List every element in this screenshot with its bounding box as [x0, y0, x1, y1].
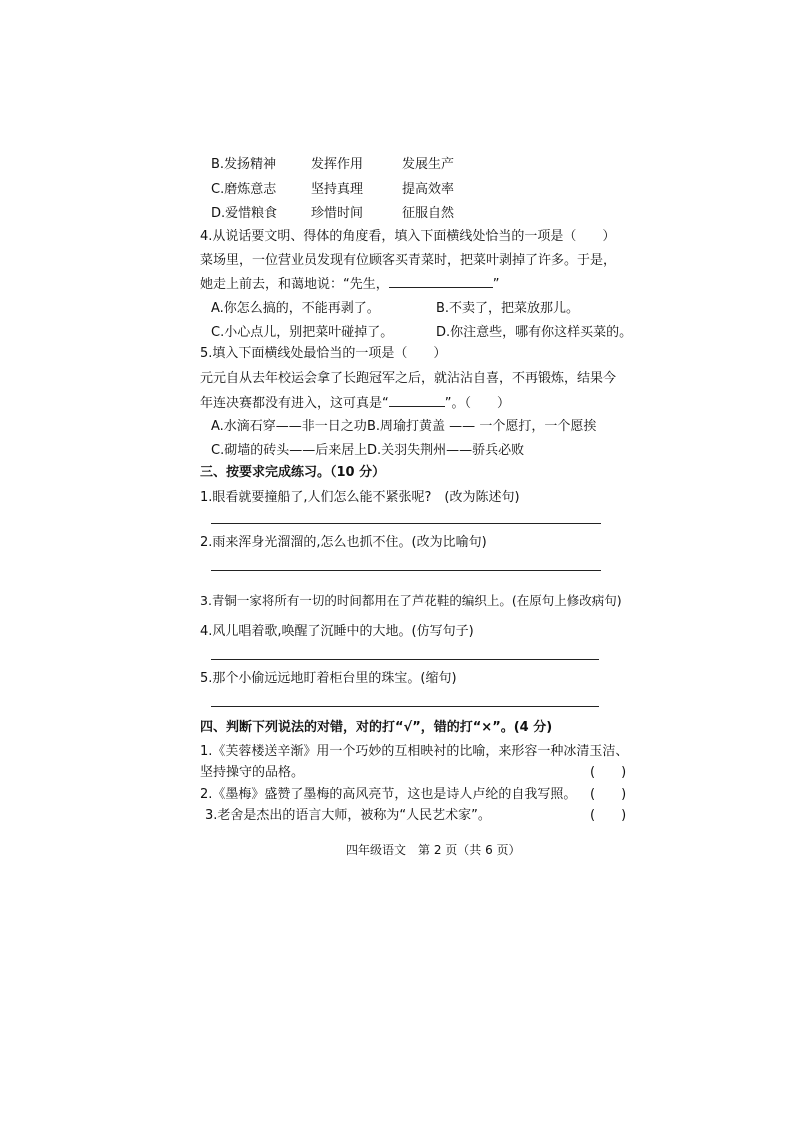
- section-4-title: 四、判断下列说法的对错，对的打“√”，错的打“×”。(4 分): [200, 720, 553, 735]
- judgement-paren-2[interactable]: ( ): [590, 787, 627, 802]
- section-4-item-1-line-1: 1.《芙蓉楼送辛渐》用一个巧妙的互相映衬的比喻，来形容一种冰清玉洁、: [200, 744, 629, 759]
- judgement-paren-3[interactable]: ( ): [590, 808, 627, 823]
- section-4-item-3: 3.老舍是杰出的语言大师，被称为“人民艺术家”。: [205, 808, 491, 823]
- judgement-paren-1[interactable]: ( ): [590, 765, 627, 780]
- answer-line-4[interactable]: [211, 659, 599, 660]
- answer-line-1[interactable]: [211, 523, 601, 524]
- q4-option-d: D.你注意些，哪有你这样买菜的。: [436, 325, 633, 340]
- q5-context-2: [200, 395, 510, 413]
- section-3-item-5: 5.那个小偷远远地盯着柜台里的珠宝。(缩句): [200, 671, 457, 686]
- q4-option-b: B.不卖了，把菜放那儿。: [436, 301, 580, 316]
- q5-context-2-text: 年连决赛都没有进入，这可真是“: [200, 396, 389, 411]
- q4-option-a: A.你怎么搞的，不能再剥了。: [211, 301, 380, 316]
- q3-option-b-1: B.发扬精神: [211, 157, 277, 172]
- q4-stem: 4.从说话要文明、得体的角度看，填入下面横线处恰当的一项是（ ）: [200, 229, 616, 244]
- q3-option-c-2: 坚持真理: [311, 182, 364, 197]
- q3-option-c-3: 提高效率: [402, 182, 455, 197]
- q5-stem: 5.填入下面横线处最恰当的一项是（ ）: [200, 346, 447, 361]
- q4-option-c: C.小心点儿，别把菜叶碰掉了。: [211, 325, 394, 340]
- q4-context-2-close: ”: [492, 277, 500, 292]
- section-3-item-3: 3.青铜一家将所有一切的时间都用在了芦花鞋的编织上。(在原句上修改病句): [200, 593, 622, 608]
- q5-answer-blank[interactable]: [389, 406, 445, 407]
- q3-option-d-1: D.爱惜粮食: [211, 206, 278, 221]
- section-4-item-1-line-2: 坚持操守的品格。: [200, 765, 305, 780]
- q3-option-b-2: 发挥作用: [311, 157, 364, 172]
- q4-context-1: 菜场里，一位营业员发现有位顾客买青菜时，把菜叶剥掉了许多。于是，: [200, 253, 617, 268]
- q3-option-b-3: 发展生产: [402, 157, 455, 172]
- q3-option-d-2: 珍惜时间: [311, 206, 364, 221]
- page-footer: 四年级语文 第 2 页（共 6 页）: [346, 843, 521, 857]
- q4-context-2-text: 她走上前去，和蔼地说：“先生，: [200, 277, 389, 292]
- q4-answer-blank[interactable]: [389, 287, 493, 288]
- q5-context-1: 元元自从去年校运会拿了长跑冠军之后，就沾沾自喜，不再锻炼，结果今: [200, 371, 617, 386]
- q5-option-c: C.砌墙的砖头——后来居上: [211, 443, 368, 458]
- answer-line-2[interactable]: [211, 570, 601, 571]
- section-3-title: 三、按要求完成练习。（10 分）: [200, 465, 386, 480]
- q5-option-d: D.关羽失荆州——骄兵必败: [367, 443, 525, 458]
- q3-option-c-1: C.磨炼意志: [211, 182, 277, 197]
- section-3-item-2: 2.雨来浑身光溜溜的,怎么也抓不住。(改为比喻句): [200, 535, 487, 550]
- q4-context-2: [200, 276, 500, 294]
- section-3-item-1: 1.眼看就要撞船了,人们怎么能不紧张呢? (改为陈述句): [200, 490, 520, 505]
- section-3-item-4: 4.风儿唱着歌,唤醒了沉睡中的大地。(仿写句子): [200, 624, 474, 639]
- section-4-item-2: 2.《墨梅》盛赞了墨梅的高风亮节，这也是诗人卢纶的自我写照。: [200, 787, 577, 802]
- q5-option-b: B.周瑜打黄盖 —— 一个愿打，一个愿挨: [367, 419, 597, 434]
- answer-line-5[interactable]: [211, 706, 599, 707]
- q3-option-d-3: 征服自然: [402, 206, 455, 221]
- q5-context-2-close: ”。（ ）: [444, 396, 510, 411]
- q5-option-a: A.水滴石穿——非一日之功: [211, 419, 367, 434]
